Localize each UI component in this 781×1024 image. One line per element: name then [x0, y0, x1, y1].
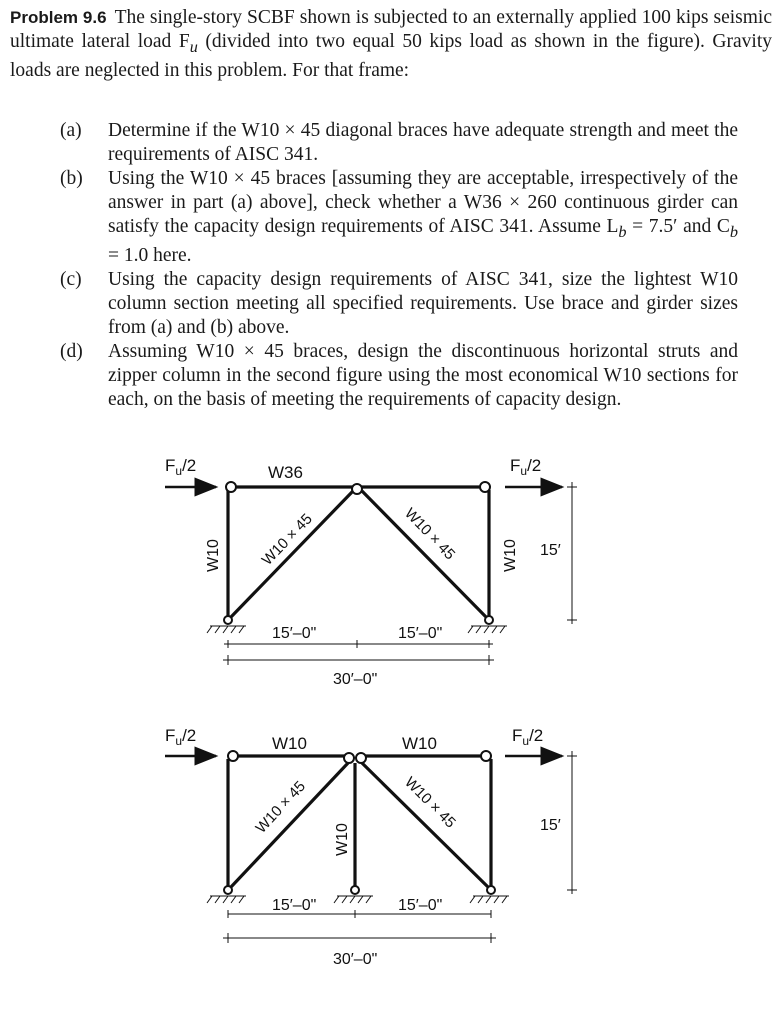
fig2-brace-left-label: W10 × 45 — [252, 777, 309, 837]
part-b-text: Using the W10 × 45 braces [assuming they are acceptable, irrespectively of the answer in part (a) above], check whether a W36 × 260 continuous girder can satisfy the capacity design requirements of AISC 341. Assume L — [108, 168, 738, 237]
figure-2-zipper-frame — [165, 726, 577, 968]
part-c-text: Using the capacity design requirements of AISC 341, size the lightest W10 column section meeting all specified requirements. Use brace and girder sizes from (a) and (b) above. — [108, 268, 738, 338]
fig1-girder-label: W36 — [268, 463, 303, 482]
fig2-strut-left-label: W10 — [272, 734, 307, 753]
part-b-text-end: = 1.0 here. — [108, 244, 192, 266]
part-b-text-mid: = 7.5′ and C — [626, 216, 730, 237]
fig2-brace-right — [362, 763, 488, 887]
fig2-zipper-column-label: W10 — [334, 823, 351, 856]
fig1-column-left-label: W10 — [205, 539, 222, 572]
problem-intro: The single-story SCBF shown is subjected to an externally applied 100 kips seismic ultimate lateral load F — [10, 7, 773, 52]
part-c-label: (c) — [60, 268, 82, 290]
fig1-load-right-label: $F_u/2$ — [510, 456, 542, 478]
part-d-label: (d) — [60, 340, 83, 362]
fig2-support-left — [207, 886, 246, 903]
fig1-support-right — [468, 616, 507, 633]
part-a-label: (a) — [60, 120, 82, 141]
fig1-brace-left — [231, 491, 353, 617]
fig2-span-right: 15′–0" — [398, 897, 443, 914]
fig2-height: 15′ — [540, 817, 561, 834]
problem-label: Problem 9.6 — [10, 8, 107, 27]
fig2-load-right-label: $F_u/2$ — [512, 726, 544, 748]
fig2-load-left-label: $F_u/2$ — [165, 726, 197, 748]
fig2-support-mid — [334, 886, 373, 903]
fig2-support-right — [470, 886, 509, 903]
fig1-span-total: 30′–0" — [333, 671, 378, 688]
fig2-strut-right-label: W10 — [402, 734, 437, 753]
problem-intro-subscript: u — [189, 37, 198, 56]
fig1-pin-top-mid — [352, 484, 362, 494]
fig1-span-left: 15′–0" — [272, 625, 317, 642]
fig1-height: 15′ — [540, 542, 561, 559]
figure-1-scbf-frame — [165, 456, 577, 688]
fig1-brace-right-label: W10 × 45 — [401, 504, 459, 564]
fig2-pin-top-left — [228, 751, 238, 761]
fig1-brace-right — [362, 491, 486, 617]
fig1-brace-left-label: W10 × 45 — [258, 510, 316, 569]
part-b-label: (b) — [60, 168, 83, 189]
part-d-text: Assuming W10 × 45 braces, design the discontinuous horizontal struts and zipper column in the second figure using the most economical W10 sections for each, on the basis of meeting the requirements of capacity design. — [108, 340, 738, 410]
fig2-pin-top-mid-left — [344, 753, 354, 763]
problem-intro-rest: (divided into two equal 50 kips load as shown in the figure). Gravity loads are neglected in this problem. For that frame: — [10, 31, 772, 81]
fig2-brace-left — [231, 763, 348, 887]
fig2-pin-top-mid-right — [356, 753, 366, 763]
part-a-text: Determine if the W10 × 45 diagonal braces have adequate strength and meet the requirements of AISC 341. — [108, 120, 738, 165]
fig2-span-total: 30′–0" — [333, 951, 378, 968]
fig2-span-left: 15′–0" — [272, 897, 317, 914]
fig1-load-left-label: $F_u/2$ — [165, 456, 197, 478]
part-b-sub-1: b — [618, 222, 627, 241]
fig1-pin-top-left — [226, 482, 236, 492]
fig1-column-right-label: W10 — [502, 539, 519, 572]
fig1-support-left — [207, 616, 246, 633]
fig1-span-right: 15′–0" — [398, 625, 443, 642]
fig1-pin-top-right — [480, 482, 490, 492]
fig2-brace-right-label: W10 × 45 — [401, 773, 459, 832]
part-b-sub-2: b — [729, 222, 738, 241]
fig2-pin-top-right — [481, 751, 491, 761]
